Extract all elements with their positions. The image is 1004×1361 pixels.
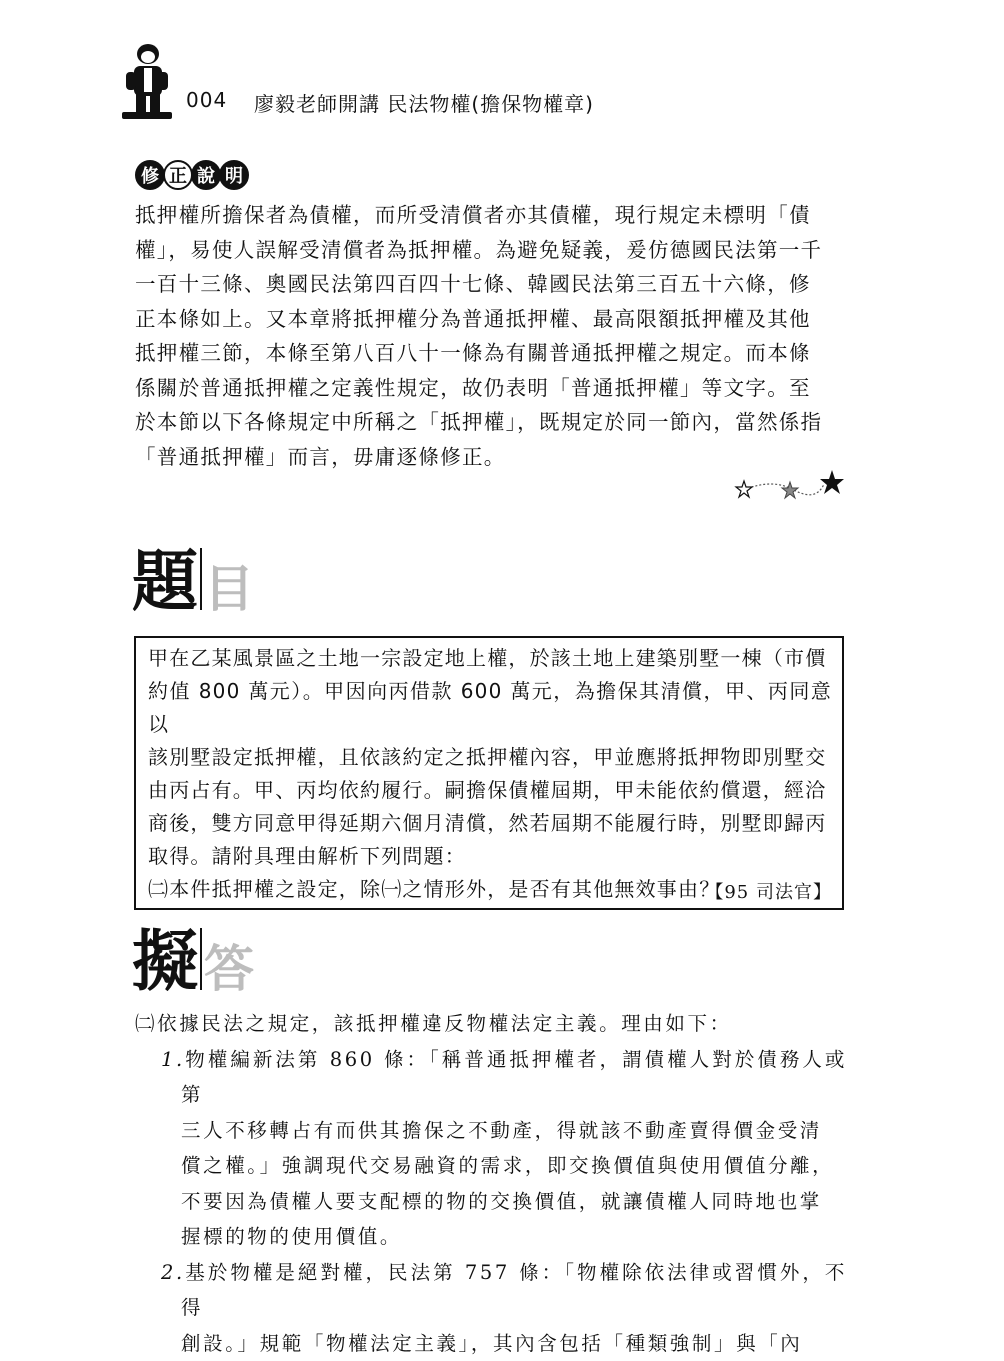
question-line: 該別墅設定抵押權，且依該約定之抵押權內容，甲並應將抵押物即別墅交 [148, 741, 832, 774]
revision-line: 係關於普通抵押權之定義性規定，故仍表明「普通抵押權」等文字。至 [135, 371, 847, 406]
revision-line: 一百十三條、奧國民法第四百四十七條、韓國民法第三百五十六條，修 [135, 267, 847, 302]
badge-char: 明 [219, 160, 249, 190]
revision-line: 抵押權所擔保者為債權，而所受清償者亦其債權，現行規定未標明「債 [135, 198, 847, 233]
item-number: 1. [161, 1048, 185, 1071]
question-line: 商後，雙方同意甲得延期六個月清償，然若屆期不能履行時，別墅即歸丙 [148, 807, 832, 840]
item-line: 三人不移轉占有而供其擔保之不動產，得就該不動產賣得價金受清 [181, 1113, 847, 1149]
answer-item [135, 1255, 847, 1326]
question-box [134, 636, 844, 910]
question-line: 甲在乙某風景區之土地一宗設定地上權，於該土地上建築別墅一棟（市價 [148, 642, 832, 675]
answer-heading [132, 928, 254, 994]
revision-line: 抵押權三節，本條至第八百八十一條為有關普通抵押權之規定。而本條 [135, 336, 847, 371]
revision-heading [135, 160, 247, 190]
revision-paragraph [135, 198, 847, 474]
question-line: ㈡本件抵押權之設定，除㈠之情形外，是否有其他無效事由？ [148, 873, 832, 906]
heading-main-char: 題 [132, 548, 198, 614]
heading-sub-char: 答 [204, 944, 254, 994]
item-line: 基於物權是絕對權，民法第 757 條：「物權除依法律或習慣外，不得 [181, 1261, 847, 1320]
item-line: 物權編新法第 860 條：「稱普通抵押權者，謂債權人對於債務人或第 [181, 1048, 847, 1107]
answer-item-continuation [135, 1113, 847, 1255]
heading-main-char: 擬 [132, 928, 198, 994]
running-title: 廖毅老師開講 民法物權(擔保物權章) [254, 88, 594, 117]
decorative-stars-icon [732, 468, 847, 504]
page-number: 004 [186, 88, 227, 112]
item-line: 握標的物的使用價值。 [181, 1219, 847, 1255]
revision-line: 於本節以下各條規定中所稱之「抵押權」，既規定於同一節內，當然係指 [135, 405, 847, 440]
revision-line: 權」，易使人誤解受清償者為抵押權。為避免疑義，爰仿德國民法第一千 [135, 233, 847, 268]
item-line: 不要因為債權人要支配標的物的交換價值，就讓債權人同時地也掌 [181, 1184, 847, 1220]
answer-body [135, 1006, 847, 1361]
question-heading [132, 548, 254, 614]
heading-divider [200, 928, 202, 990]
question-text [148, 642, 832, 906]
answer-item [135, 1042, 847, 1113]
page-header [118, 42, 878, 120]
badge-char: 正 [163, 160, 193, 190]
item-number: 2. [161, 1261, 185, 1284]
revision-line: 正本條如上。又本章將抵押權分為普通抵押權、最高限額抵押權及其他 [135, 302, 847, 337]
badge-char: 修 [135, 160, 165, 190]
answer-intro: ㈡依據民法之規定，該抵押權違反物權法定主義。理由如下： [135, 1006, 847, 1042]
teacher-figure-logo [118, 42, 176, 120]
question-source: 【95 司法官】 [705, 878, 832, 904]
heading-divider [200, 548, 202, 610]
question-line: 約值 800 萬元）。甲因向丙借款 600 萬元，為擔保其清償，甲、丙同意以 [148, 675, 832, 741]
item-line: 創設。」規範「物權法定主義」，其內含包括「種類強制」與「內 [181, 1326, 847, 1361]
item-line: 償之權。」強調現代交易融資的需求，即交換價值與使用價值分離， [181, 1148, 847, 1184]
revision-line: 「普通抵押權」而言，毋庸逐條修正。 [135, 440, 847, 475]
heading-sub-char: 目 [204, 564, 254, 614]
question-line: 由丙占有。甲、丙均依約履行。嗣擔保債權屆期，甲未能依約償還，經洽 [148, 774, 832, 807]
answer-item-continuation [135, 1326, 847, 1361]
question-line: 取得。請附具理由解析下列問題： [148, 840, 832, 873]
badge-char: 說 [191, 160, 221, 190]
